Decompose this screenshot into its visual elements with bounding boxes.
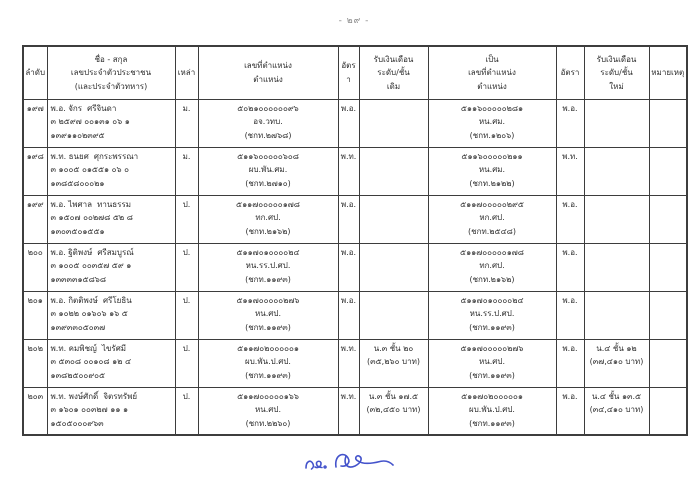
cell-pay-new <box>584 99 649 147</box>
page-number: - ๒๙ - <box>338 16 370 26</box>
header-rate-old: อัตรา <box>338 46 359 99</box>
cell-pos-new: ๕๑๑๗๐๒๐๐๐๐๐๑ ผบ.พัน.ป.ศป. (ชกท.๑๑๙๓) <box>428 387 556 435</box>
cell-pay-new <box>584 195 649 243</box>
table-row <box>23 387 687 435</box>
cell-rate-new: พ.อ. <box>556 99 584 147</box>
header-corps: เหล่า <box>175 46 198 99</box>
cell-rate-old: พ.ท. <box>338 339 359 387</box>
cell-corps: ป. <box>175 243 198 291</box>
cell-pos-new: ๕๑๑๖๐๐๐๐๐๒๑๑ หน.ศม. (ชกท.๒๑๒๒) <box>428 147 556 195</box>
cell-corps: ป. <box>175 195 198 243</box>
table-row <box>23 147 687 195</box>
cell-remark <box>649 291 687 339</box>
cell-name: พ.อ. กิตติพงษ์ ศรีโยธิน ๓ ๑๐๒๒ ๐๑๖๐๖ ๑๖ ๕ ๑๓๙๓๓๐๕๐๓๗ <box>47 291 175 339</box>
cell-pay-new <box>584 147 649 195</box>
cell-rate-old: พ.ท. <box>338 147 359 195</box>
cell-corps: ม. <box>175 147 198 195</box>
cell-name: พ.ท. พงษ์ศักดิ์ จิตรทรัพย์ ๓ ๑๖๐๑ ๐๐๓๒๗ ๑๑ ๑ ๑๕๐๕๐๐๐๙๖๓ <box>47 387 175 435</box>
table-row <box>23 99 687 147</box>
cell-corps: ม. <box>175 99 198 147</box>
cell-corps: ป. <box>175 291 198 339</box>
cell-rate-new: พ.ท. <box>556 147 584 195</box>
cell-pos: ๕๑๑๗๐๒๐๐๐๐๐๑ ผบ.พัน.ป.ศป. (ชกท.๑๑๙๓) <box>198 339 338 387</box>
cell-pay-old <box>359 291 428 339</box>
header-pay-new: รับเงินเดือน ระดับ/ชั้น ใหม่ <box>584 46 649 99</box>
cell-corps: ป. <box>175 387 198 435</box>
cell-no: ๒๐๐ <box>23 243 47 291</box>
table-row <box>23 243 687 291</box>
personnel-table <box>22 45 688 436</box>
cell-pay-new <box>584 291 649 339</box>
cell-pos: ๕๑๑๗๐๑๐๐๐๐๒๔ หน.รร.ป.ศป. (ชกท.๑๑๙๓) <box>198 243 338 291</box>
cell-rate-old: พ.อ. <box>338 243 359 291</box>
cell-remark <box>649 243 687 291</box>
cell-no: ๑๙๘ <box>23 147 47 195</box>
cell-pay-old: น.๓ ชั้น ๑๗.๕ (๓๒,๔๕๐ บาท) <box>359 387 428 435</box>
cell-rate-new: พ.อ. <box>556 387 584 435</box>
header-rate-new: อัตรา <box>556 46 584 99</box>
header-name: ชื่อ - สกุล เลขประจำตัวประชาชน (และประจำตัวทหาร) <box>47 46 175 99</box>
cell-remark <box>649 339 687 387</box>
cell-pos-new: ๕๑๑๗๐๐๐๐๐๑๗๘ ทก.ศป. (ชกท.๒๑๖๒) <box>428 243 556 291</box>
cell-pos: ๕๑๑๗๐๐๐๐๐๒๗๖ หน.ศป. (ชกท.๑๑๙๓) <box>198 291 338 339</box>
cell-remark <box>649 147 687 195</box>
header-pos: เลขที่ตำแหน่ง ตำแหน่ง <box>198 46 338 99</box>
cell-rate-new: พ.อ. <box>556 291 584 339</box>
cell-pos: ๕๑๑๗๐๐๐๐๐๑๖๖ หน.ศป. (ชกท.๒๒๖๐) <box>198 387 338 435</box>
header-pay-old: รับเงินเดือน ระดับ/ชั้น เดิม <box>359 46 428 99</box>
cell-no: ๑๙๗ <box>23 99 47 147</box>
cell-rate-new: พ.อ. <box>556 195 584 243</box>
cell-pos-new: ๕๑๑๗๐๐๐๐๐๒๗๖ หน.ศป. (ชกท.๑๑๙๓) <box>428 339 556 387</box>
table-row <box>23 291 687 339</box>
cell-pay-old <box>359 147 428 195</box>
cell-no: ๒๐๑ <box>23 291 47 339</box>
cell-pay-old <box>359 195 428 243</box>
cell-pay-new <box>584 243 649 291</box>
cell-rate-old: พ.อ. <box>338 291 359 339</box>
cell-pos: ๕๐๒๑๐๐๐๐๐๐๙๖ อจ.วทบ. (ชกท.๒๗๖๘) <box>198 99 338 147</box>
cell-pay-new: น.๔ ชั้น ๑๒ (๓๗,๔๑๐ บาท) <box>584 339 649 387</box>
cell-pay-new: น.๔ ชั้น ๑๓.๕ (๓๔,๔๑๐ บาท) <box>584 387 649 435</box>
cell-pos-new: ๕๑๑๖๐๐๐๐๐๒๘๑ หน.ศม. (ชกท.๑๒๐๖) <box>428 99 556 147</box>
cell-pos-new: ๕๑๑๗๐๐๐๐๐๒๙๕ หก.ศป. (ชกท.๒๕๔๘) <box>428 195 556 243</box>
header-row <box>23 46 687 99</box>
handwritten-signature <box>298 443 418 483</box>
cell-pay-old: น.๓ ชั้น ๒๐ (๓๕,๒๖๐ บาท) <box>359 339 428 387</box>
cell-pay-old <box>359 99 428 147</box>
cell-remark <box>649 195 687 243</box>
cell-name: พ.อ. จักร ศรีจินดา ๓ ๒๕๙๗ ๐๐๑๓๑ ๐๖ ๑ ๑๓๙๑๑๐๒๓๙๕ <box>47 99 175 147</box>
cell-pos: ๕๑๑๗๐๐๐๐๐๑๗๘ ทก.ศป. (ชกท.๒๑๖๒) <box>198 195 338 243</box>
cell-name: พ.อ. ฐิติพงษ์ ศรีสมบูรณ์ ๓ ๑๐๐๕ ๐๐๓๕๗ ๕๙ ๑ ๑๓๓๓๓๑๕๘๖๘ <box>47 243 175 291</box>
cell-pay-old <box>359 243 428 291</box>
header-pos-new: เป็น เลขที่ตำแหน่ง ตำแหน่ง <box>428 46 556 99</box>
table-row <box>23 195 687 243</box>
cell-pos: ๕๑๑๖๐๐๐๐๐๖๐๘ ผบ.พัน.ศม. (ชกท.๒๗๑๐) <box>198 147 338 195</box>
cell-rate-old: พ.ท. <box>338 387 359 435</box>
header-no: ลำดับ <box>23 46 47 99</box>
cell-no: ๒๐๒ <box>23 339 47 387</box>
cell-name: พ.อ. ไพศาล ทานธรรม ๓ ๑๕๐๗ ๐๐๒๗๘ ๕๒ ๘ ๑๓๐๓๕๐๑๕๕๑ <box>47 195 175 243</box>
table-row <box>23 339 687 387</box>
cell-no: ๑๙๙ <box>23 195 47 243</box>
cell-pos-new: ๕๑๑๗๐๑๐๐๐๐๒๔ หน.รร.ป.ศป. (ชกท.๑๑๙๓) <box>428 291 556 339</box>
cell-corps: ป. <box>175 339 198 387</box>
cell-rate-old: พ.อ. <box>338 99 359 147</box>
cell-remark <box>649 99 687 147</box>
cell-no: ๒๐๓ <box>23 387 47 435</box>
cell-rate-new: พ.อ. <box>556 339 584 387</box>
cell-rate-new: พ.อ. <box>556 243 584 291</box>
header-remark: หมายเหตุ <box>649 46 687 99</box>
cell-rate-old: พ.อ. <box>338 195 359 243</box>
cell-name: พ.ท. คมพิชญ์ ไขรัศมี ๓ ๕๓๐๘ ๐๐๑๐๘ ๑๒ ๔ ๑๓๘๒๕๐๐๙๐๕ <box>47 339 175 387</box>
cell-remark <box>649 387 687 435</box>
cell-name: พ.ท. ธนยศ ศุกระพรรณา ๓ ๑๐๐๕ ๐๑๕๕๑ ๐๖ ๐ ๑๓๘๕๘๐๐๐๒๑ <box>47 147 175 195</box>
